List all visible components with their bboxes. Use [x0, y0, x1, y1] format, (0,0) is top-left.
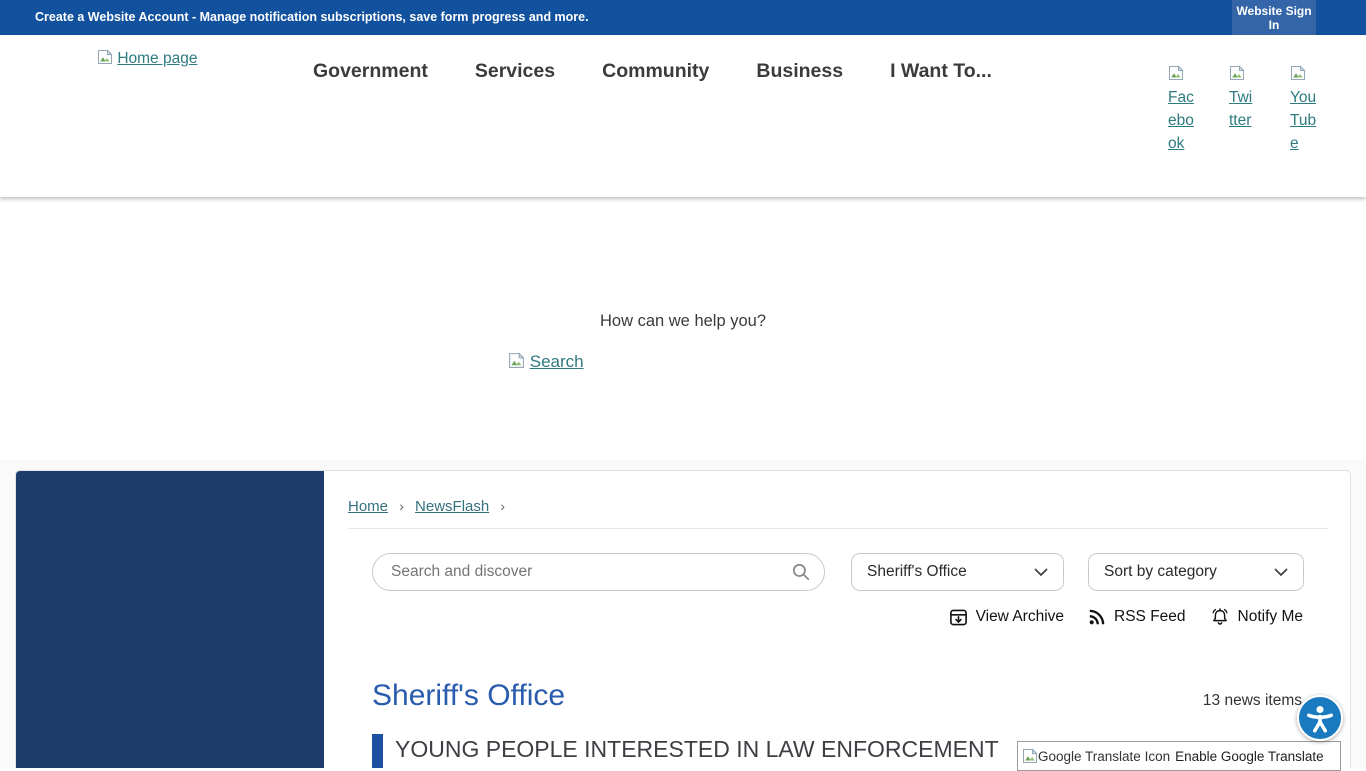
- archive-icon: [949, 608, 968, 627]
- translate-icon-alt-text: Google Translate Icon: [1038, 748, 1171, 764]
- news-flash-panel: [15, 470, 1351, 768]
- enable-translate-label[interactable]: Enable Google Translate: [1175, 748, 1324, 764]
- rss-feed-label: RSS Feed: [1114, 608, 1186, 625]
- broken-image-icon: [1168, 65, 1184, 81]
- hero-search-section: [0, 197, 1366, 460]
- category-select[interactable]: [851, 553, 1064, 591]
- news-count: 13 news items: [1202, 692, 1302, 709]
- facebook-link-label: Facebook: [1168, 89, 1194, 152]
- main-navigation: [313, 60, 992, 83]
- home-link-label: Home page: [117, 50, 198, 67]
- breadcrumb: [348, 498, 512, 515]
- news-item[interactable]: [372, 734, 999, 768]
- news-actions: [949, 607, 1303, 627]
- chevron-down-icon: [1034, 568, 1048, 577]
- filter-toolbar: [372, 553, 1304, 591]
- accessibility-person-icon: [1303, 701, 1337, 735]
- page-title: Sheriff's Office: [372, 679, 566, 712]
- rss-icon: [1088, 608, 1106, 626]
- nav-item-government[interactable]: Government: [313, 60, 428, 82]
- youtube-link-label: YouTube: [1290, 89, 1317, 152]
- broken-image-icon: [1229, 65, 1245, 81]
- broken-image-icon: [1022, 748, 1038, 764]
- help-prompt-text: How can we help you?: [599, 312, 766, 330]
- breadcrumb-separator: ›: [399, 498, 404, 514]
- notify-me-link[interactable]: [1210, 607, 1303, 627]
- search-icon[interactable]: [791, 562, 811, 582]
- hero-search-link-label: Search: [529, 352, 584, 371]
- account-message[interactable]: Create a Website Account - Manage notification subscriptions, save form progress and more.: [35, 10, 589, 24]
- news-item-title[interactable]: YOUNG PEOPLE INTERESTED IN LAW ENFORCEMENT: [395, 736, 999, 762]
- social-links: [1168, 63, 1317, 155]
- left-sidebar: [16, 471, 324, 768]
- chevron-down-icon: [1274, 568, 1288, 577]
- hero-search-link[interactable]: [508, 352, 584, 372]
- twitter-link[interactable]: [1229, 63, 1256, 155]
- breadcrumb-separator: ›: [500, 498, 506, 514]
- nav-item-community[interactable]: Community: [602, 60, 710, 82]
- accessibility-widget-button[interactable]: [1297, 695, 1343, 741]
- nav-item-services[interactable]: Services: [474, 60, 556, 82]
- news-flash-content: [348, 471, 1328, 768]
- home-logo-link[interactable]: [97, 49, 197, 68]
- view-archive-link[interactable]: [949, 608, 1064, 627]
- view-archive-label: View Archive: [975, 608, 1065, 625]
- google-translate-widget[interactable]: [1017, 741, 1341, 771]
- sort-select-value: Sort by category: [1104, 563, 1217, 580]
- bell-icon: [1210, 607, 1230, 627]
- top-account-bar: [0, 0, 1366, 35]
- nav-item-i-want-to[interactable]: I Want To...: [890, 60, 992, 82]
- broken-image-icon: [508, 352, 525, 369]
- breadcrumb-newsflash[interactable]: NewsFlash: [415, 498, 490, 515]
- news-item-accent-bar: [372, 734, 383, 768]
- notify-me-label: Notify Me: [1237, 608, 1303, 625]
- rss-feed-link[interactable]: [1088, 608, 1186, 626]
- broken-image-icon: [1290, 65, 1306, 81]
- news-search-input[interactable]: [372, 553, 825, 591]
- category-select-value: Sheriff's Office: [867, 563, 967, 580]
- website-sign-in-button[interactable]: Website Sign In: [1232, 0, 1316, 35]
- site-header: [0, 35, 1366, 197]
- title-row: [372, 679, 1302, 713]
- twitter-link-label: Twitter: [1229, 89, 1253, 129]
- breadcrumb-divider: [348, 528, 1328, 529]
- youtube-link[interactable]: [1290, 63, 1317, 155]
- facebook-link[interactable]: [1168, 63, 1195, 155]
- broken-image-icon: [97, 49, 113, 65]
- breadcrumb-home[interactable]: Home: [348, 498, 389, 515]
- nav-item-business[interactable]: Business: [756, 60, 844, 82]
- sort-select[interactable]: [1088, 553, 1304, 591]
